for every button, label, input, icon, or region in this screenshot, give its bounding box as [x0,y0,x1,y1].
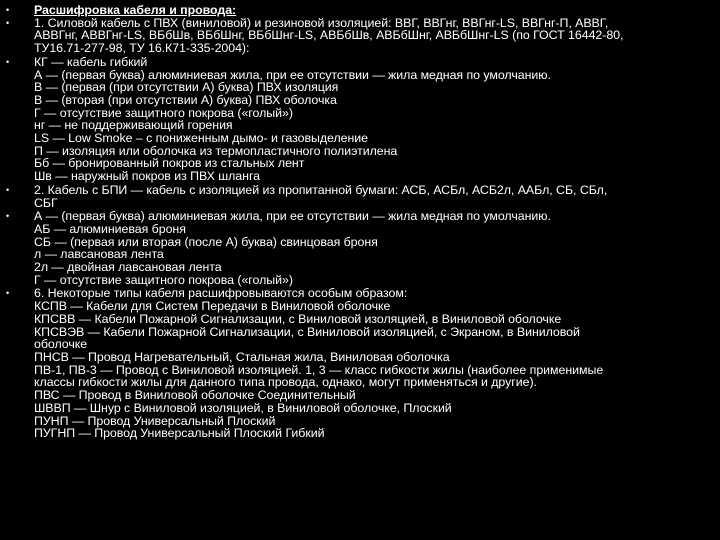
bullet-block-special-types [0,287,712,439]
text-line: ПВС — Провод в Виниловой оболочке Соединительный [34,388,356,403]
bullet-dot-icon: • [6,211,10,222]
text-line: Г — отсутствие защитного покрова («голый») [34,272,293,287]
text-line: 2. Кабель с БПИ — кабель с изоляцией из пропитанной бумаги: АСБ, АСБл, АСБ2л, ААБл, СБ, СБл, [34,182,608,197]
bullet-dot-icon: • [6,5,10,15]
text-line: л — лавсановая лента [34,247,164,262]
bullet-block-power-cable [0,17,712,55]
bullet-block-title [0,4,712,17]
text-line: АВВГнг, АВВГнг-LS, ВБбШв, ВБбШнг, ВБбШнг-LS, АВБбШв, АВБбШнг, АВБбШнг-LS (по ГОСТ 16442-80, [34,28,624,43]
text-line: нг — не поддерживающий горения [34,118,233,133]
text-line: классы гибкости жилы для данного типа провода, однако, могут применяться и другие). [34,375,537,390]
slide-content [0,4,712,440]
bullet-dot-icon: • [6,184,10,195]
text-line: В — (вторая (при отсутствии А) буква) ПВХ оболочка [34,92,337,107]
bullet-block-paper-legend [0,210,712,286]
text-line: А — (первая буква) алюминиевая жила, при ее отсутствии — жила медная по умолчанию. [34,209,551,224]
text-line: LS — Low Smoke – с пониженным дымо- и газовыделение [34,131,369,146]
text-line: ПВ-1, ПВ-3 — Провод с Виниловой изоляцией. 1, 3 — класс гибкости жилы (наиболее применимые [34,362,604,377]
text-line: 2л — двойная лавсановая лента [34,260,222,275]
text-line: 1. Силовой кабель с ПВХ (виниловой) и резиновой изоляцией: ВВГ, ВВГнг, ВВГнг-LS, ВВГнг-П, АВВГ, [34,15,609,30]
text-line: Шв — наружный покров из ПВХ шланга [34,169,260,184]
text-line: СБГ [34,195,58,210]
text-line: А — (первая буква) алюминиевая жила, при ее отсутствии — жила медная по умолчанию. [34,67,551,82]
text-line: ШВВП — Шнур с Виниловой изоляцией, в Виниловой оболочке, Плоский [34,400,452,415]
slide-title: Расшифровка кабеля и провода: [34,3,237,17]
bullet-dot-icon: • [6,288,10,299]
text-line: 6. Некоторые типы кабеля расшифровываются особым образом: [34,286,408,301]
text-line: КПСВЭВ — Кабели Пожарной Сигнализации, с Виниловой изоляцией, с Экраном, в Виниловой [34,324,580,339]
text-line: оболочке [34,337,88,352]
text-line: АБ — алюминиевая броня [34,221,186,236]
text-line: СБ — (первая или вторая (после А) буква) свинцовая броня [34,234,378,249]
text-line: КГ — кабель гибкий [34,54,148,69]
text-line: П — изоляция или оболочка из термопластичного полиэтилена [34,143,398,158]
text-line: КПСВВ — Кабели Пожарной Сигнализации, с Виниловой изоляцией, в Виниловой оболочке [34,311,562,326]
bullet-dot-icon: • [6,17,10,28]
bullet-block-paper-cable [0,184,712,209]
text-line: ТУ16.71-277-98, ТУ 16.К71-335-2004): [34,41,250,56]
text-line: Г — отсутствие защитного покрова («голый») [34,105,293,120]
text-line: ПУНП — Провод Универсальный Плоский [34,413,276,428]
text-line: ПНСВ — Провод Нагревательный, Стальная жила, Виниловая оболочка [34,349,450,364]
bullet-dot-icon: • [6,56,10,67]
text-line: КСПВ — Кабели для Систем Передачи в Виниловой оболочке [34,299,391,314]
text-line: ПУГНП — Провод Универсальный Плоский Гибкий [34,426,325,441]
bullet-block-pvc-legend [0,56,712,183]
text-line: В — (первая (при отсутствии А) буква) ПВХ изоляция [34,80,339,95]
text-line: Бб — бронированный покров из стальных лент [34,156,305,171]
